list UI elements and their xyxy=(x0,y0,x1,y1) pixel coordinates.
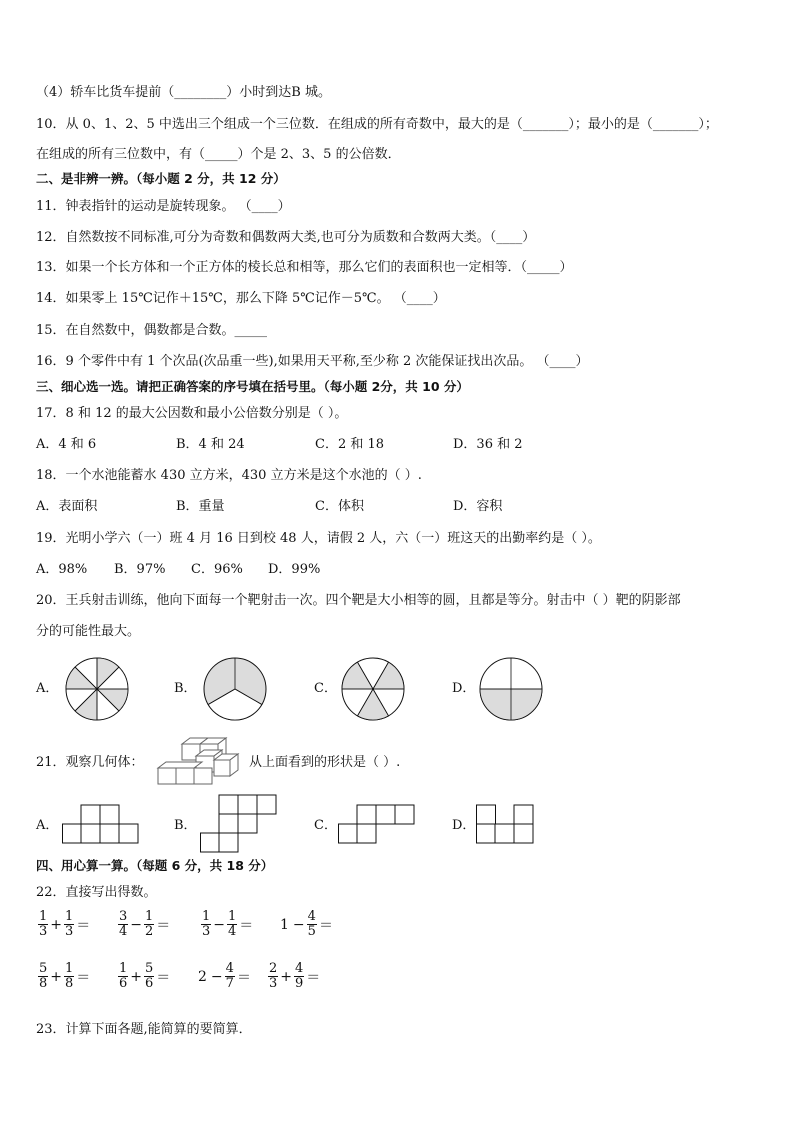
q11: 11．钟表指针的运动是旋转现象。 （____） xyxy=(36,199,291,214)
calc-2-1: $\frac{5}{8}$ + $\frac{1}{8}$ ＝ xyxy=(39,961,91,991)
q20-target-c xyxy=(340,656,406,722)
q21-label-d: D． xyxy=(452,818,476,833)
q21-view-a xyxy=(62,804,140,844)
calc-1-3: $\frac{1}{3}$ − $\frac{1}{4}$ ＝ xyxy=(202,909,254,939)
q20-label-a: A． xyxy=(36,681,59,696)
q23: 23．计算下面各题,能简算的要简算． xyxy=(36,1022,252,1037)
q22: 22．直接写出得数。 xyxy=(36,885,157,900)
q16: 16．9 个零件中有 1 个次品(次品重一些),如果用天平称,至少称 2 次能保证找出次品。 （____） xyxy=(36,354,589,369)
q20-label-c: C． xyxy=(314,681,337,696)
q21-label-a: A． xyxy=(36,818,59,833)
q17-option-d: D．36 和 2 xyxy=(453,437,523,452)
q19: 19．光明小学六（一）班 4 月 16 日到校 48 人，请假 2 人，六（一）班这天的出勤率约是（ ）。 xyxy=(36,531,601,546)
q21-question: 从上面看到的形状是（ ）. xyxy=(249,755,401,770)
q9-part4: （4）轿车比货车提前（________）小时到达B 城。 xyxy=(36,85,331,100)
q21-label-b: B． xyxy=(174,818,197,833)
calc-2-3: 2 − $\frac{4}{7}$ ＝ xyxy=(198,961,251,991)
q21-label-c: C． xyxy=(314,818,337,833)
q14: 14．如果零上 15℃记作＋15℃，那么下降 5℃记作－5℃。 （____） xyxy=(36,291,446,306)
q18-option-d: D．容积 xyxy=(453,499,503,514)
q13: 13．如果一个长方体和一个正方体的棱长总和相等，那么它们的表面积也一定相等．（_____） xyxy=(36,260,573,275)
q18-option-a: A．表面积 xyxy=(36,499,98,514)
q19-option-c: C．96% xyxy=(191,562,243,577)
q21-view-b xyxy=(200,794,278,854)
q21-view-c xyxy=(338,804,416,844)
q21-solid-figure xyxy=(156,736,240,784)
q21-prefix: 21．观察几何体： xyxy=(36,755,144,770)
q20-label-d: D． xyxy=(452,681,476,696)
q19-option-d: D．99% xyxy=(268,562,321,577)
q18-option-c: C．体积 xyxy=(315,499,364,514)
q18: 18．一个水池能蓄水 430 立方米，430 立方米是这个水池的（ ）. xyxy=(36,468,422,483)
calc-1-4: 1 − $\frac{4}{5}$ ＝ xyxy=(280,909,333,939)
q19-option-a: A．98% xyxy=(36,562,88,577)
q17-option-c: C．2 和 18 xyxy=(315,437,385,452)
calc-2-4: $\frac{2}{3}$ + $\frac{4}{9}$ ＝ xyxy=(269,961,321,991)
q20-line2: 分的可能性最大。 xyxy=(36,624,141,639)
q20-target-a xyxy=(64,656,130,722)
q18-option-b: B．重量 xyxy=(176,499,225,514)
section-2-heading: 二、是非辨一辨。（每小题 2 分，共 12 分） xyxy=(36,171,286,186)
calc-1-1: $\frac{1}{3}$ + $\frac{1}{3}$ ＝ xyxy=(39,909,91,939)
q17-option-a: A．4 和 6 xyxy=(36,437,97,452)
q10-line1: 10．从 0、1、2、5 中选出三个组成一个三位数．在组成的所有奇数中，最大的是（_______）；最小的是（_______）； xyxy=(36,117,718,132)
q20-label-b: B． xyxy=(174,681,197,696)
section-3-heading: 三、细心选一选。请把正确答案的序号填在括号里。（每小题 2分，共 10 分） xyxy=(36,379,469,394)
q20-line1: 20．王兵射击训练，他向下面每一个靶射击一次。四个靶是大小相等的圆，且都是等分。射击中（ ）靶的阴影部 xyxy=(36,593,681,608)
q10-line2: 在组成的所有三位数中，有（_____）个是 2、3、5 的公倍数． xyxy=(36,147,401,162)
calc-2-2: $\frac{1}{6}$ + $\frac{5}{6}$ ＝ xyxy=(119,961,171,991)
q19-option-b: B．97% xyxy=(114,562,166,577)
q12: 12．自然数按不同标准,可分为奇数和偶数两大类,也可分为质数和合数两大类。（____） xyxy=(36,230,536,245)
q20-target-d xyxy=(478,656,544,722)
q17-option-b: B．4 和 24 xyxy=(176,437,245,452)
q17: 17．8 和 12 的最大公因数和最小公倍数分别是（ ）。 xyxy=(36,406,348,421)
q15: 15．在自然数中，偶数都是合数。_____ xyxy=(36,323,268,338)
calc-1-2: $\frac{3}{4}$ − $\frac{1}{2}$ ＝ xyxy=(119,909,171,939)
q20-target-b xyxy=(202,656,268,722)
section-4-heading: 四、用心算一算。（每题 6 分，共 18 分） xyxy=(36,858,274,873)
q21-view-d xyxy=(476,804,554,844)
